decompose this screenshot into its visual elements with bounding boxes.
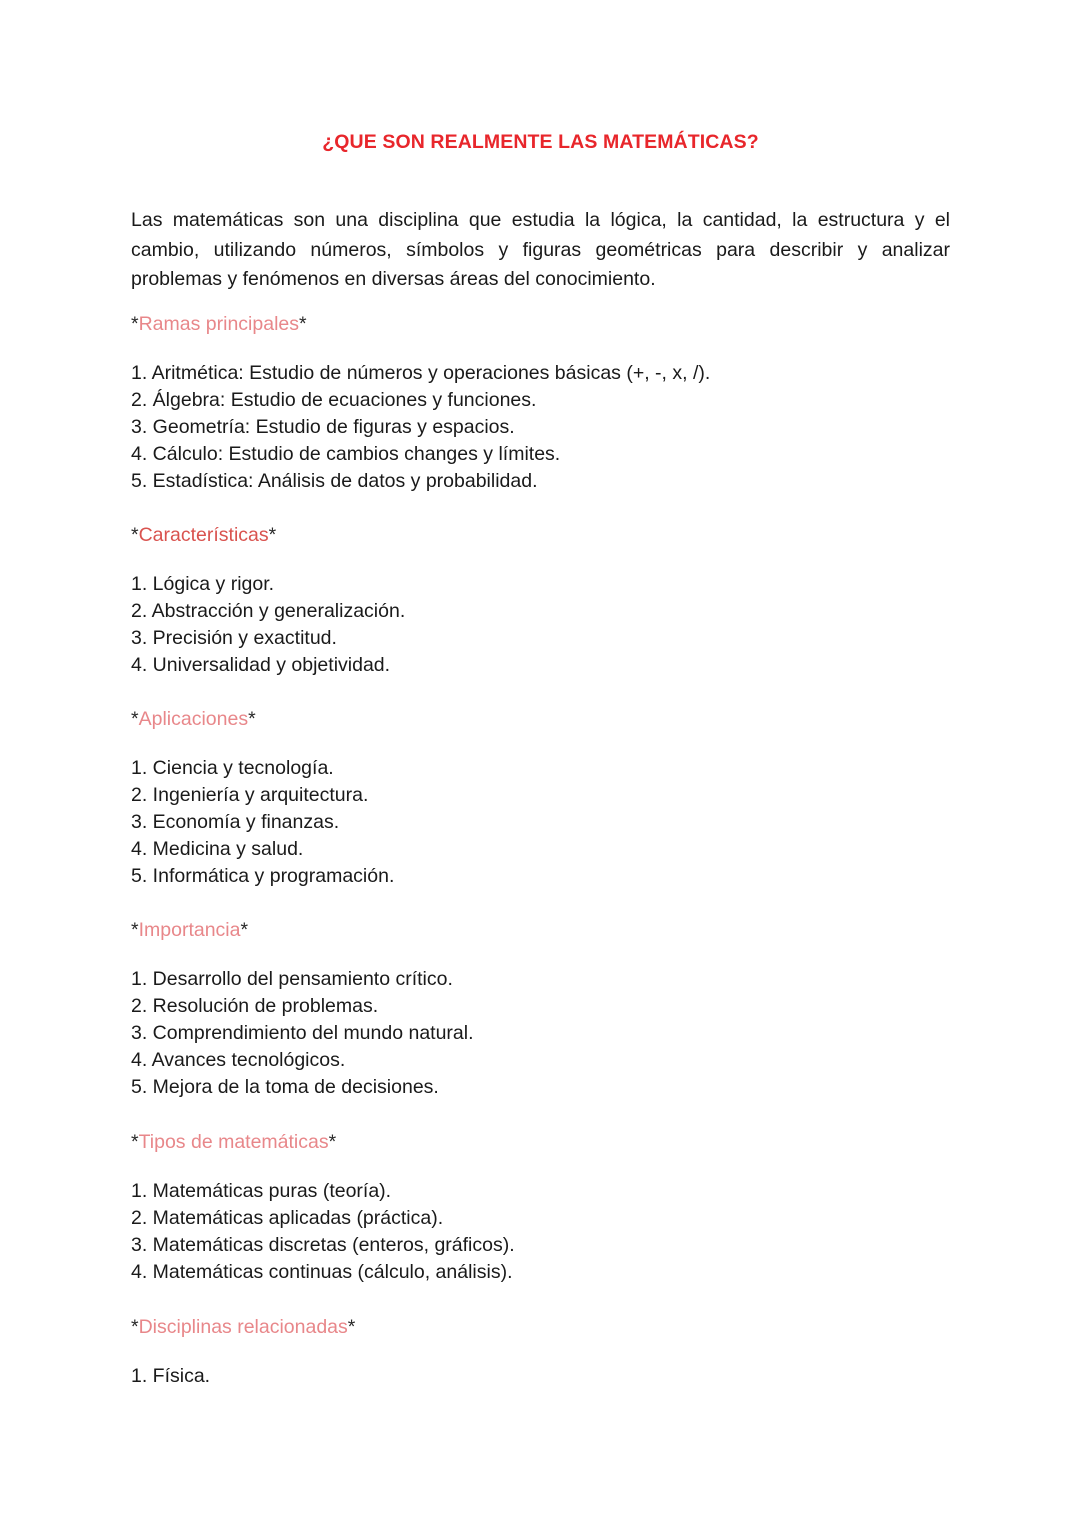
list-item: 2. Matemáticas aplicadas (práctica). — [131, 1207, 444, 1229]
list-item: 5. Mejora de la toma de decisiones. — [131, 1076, 439, 1098]
list-item: 2. Ingeniería y arquitectura. — [131, 784, 369, 806]
list-item: 4. Avances tecnológicos. — [131, 1049, 346, 1071]
list-item: 1. Física. — [131, 1365, 211, 1387]
asterisk-right: * — [347, 1316, 356, 1338]
section-item-list — [131, 360, 950, 495]
section-heading — [131, 1314, 950, 1340]
section-heading — [131, 311, 950, 337]
asterisk-right: * — [299, 313, 307, 335]
list-item: 1. Aritmética: Estudio de números y operaciones básicas (+, -, x, /). — [131, 362, 711, 384]
section-heading — [131, 917, 950, 943]
section-item-list — [131, 966, 950, 1101]
list-item: 2. Abstracción y generalización. — [131, 600, 406, 622]
intro-paragraph: Las matemáticas son una disciplina que estudia la lógica, la cantidad, la estructura y el cambio, utilizando números, símbolos y figuras geométricas para describir y analizar problemas y fenómenos en diversas áreas del conocimiento. — [131, 209, 950, 290]
list-item: 4. Cálculo: Estudio de cambios changes y límites. — [131, 443, 561, 465]
section-heading-label: Ramas principales — [138, 313, 299, 335]
list-item: 1. Desarrollo del pensamiento crítico. — [131, 968, 453, 990]
asterisk-right: * — [240, 919, 249, 941]
asterisk-right: * — [248, 708, 256, 730]
asterisk-right: * — [268, 524, 277, 546]
list-item: 3. Matemáticas discretas (enteros, gráficos). — [131, 1234, 515, 1256]
section-aplicaciones — [131, 706, 950, 890]
list-item: 4. Universalidad y objetividad. — [131, 654, 391, 676]
section-caracteristicas — [131, 522, 950, 679]
section-heading — [131, 1129, 950, 1155]
page-title: ¿QUE SON REALMENTE LAS MATEMÁTICAS? — [322, 131, 759, 153]
section-heading-label: Disciplinas relacionadas — [138, 1316, 348, 1338]
asterisk-left: * — [131, 1316, 139, 1338]
section-importancia — [131, 917, 950, 1101]
section-heading-label: Importancia — [138, 919, 241, 941]
section-heading-label: Tipos de matemáticas — [138, 1131, 329, 1153]
asterisk-left: * — [131, 1131, 139, 1153]
section-item-list — [131, 1363, 950, 1390]
section-ramas-principales — [131, 311, 950, 495]
section-heading — [131, 706, 950, 732]
list-item: 1. Ciencia y tecnología. — [131, 757, 334, 779]
section-item-list — [131, 571, 950, 679]
list-item: 1. Lógica y rigor. — [131, 573, 275, 595]
list-item: 3. Geometría: Estudio de figuras y espacios. — [131, 416, 515, 438]
section-item-list — [131, 755, 950, 890]
list-item: 1. Matemáticas puras (teoría). — [131, 1180, 392, 1202]
section-heading-label: Características — [138, 524, 269, 546]
asterisk-left: * — [131, 919, 139, 941]
section-disciplinas-relacionadas — [131, 1314, 950, 1390]
list-item: 2. Álgebra: Estudio de ecuaciones y funciones. — [131, 389, 537, 411]
list-item: 3. Precisión y exactitud. — [131, 627, 337, 649]
asterisk-right: * — [328, 1131, 337, 1153]
list-item: 2. Resolución de problemas. — [131, 995, 379, 1017]
asterisk-left: * — [131, 524, 139, 546]
list-item: 5. Informática y programación. — [131, 865, 395, 887]
section-heading-label: Aplicaciones — [138, 708, 249, 730]
section-heading — [131, 522, 950, 548]
list-item: 5. Estadística: Análisis de datos y probabilidad. — [131, 470, 538, 492]
section-tipos-de-matematicas — [131, 1129, 950, 1286]
section-item-list — [131, 1178, 950, 1286]
list-item: 4. Matemáticas continuas (cálculo, análisis). — [131, 1261, 513, 1283]
list-item: 4. Medicina y salud. — [131, 838, 304, 860]
asterisk-left: * — [131, 313, 139, 335]
list-item: 3. Comprendimiento del mundo natural. — [131, 1022, 474, 1044]
list-item: 3. Economía y finanzas. — [131, 811, 340, 833]
asterisk-left: * — [131, 708, 139, 730]
